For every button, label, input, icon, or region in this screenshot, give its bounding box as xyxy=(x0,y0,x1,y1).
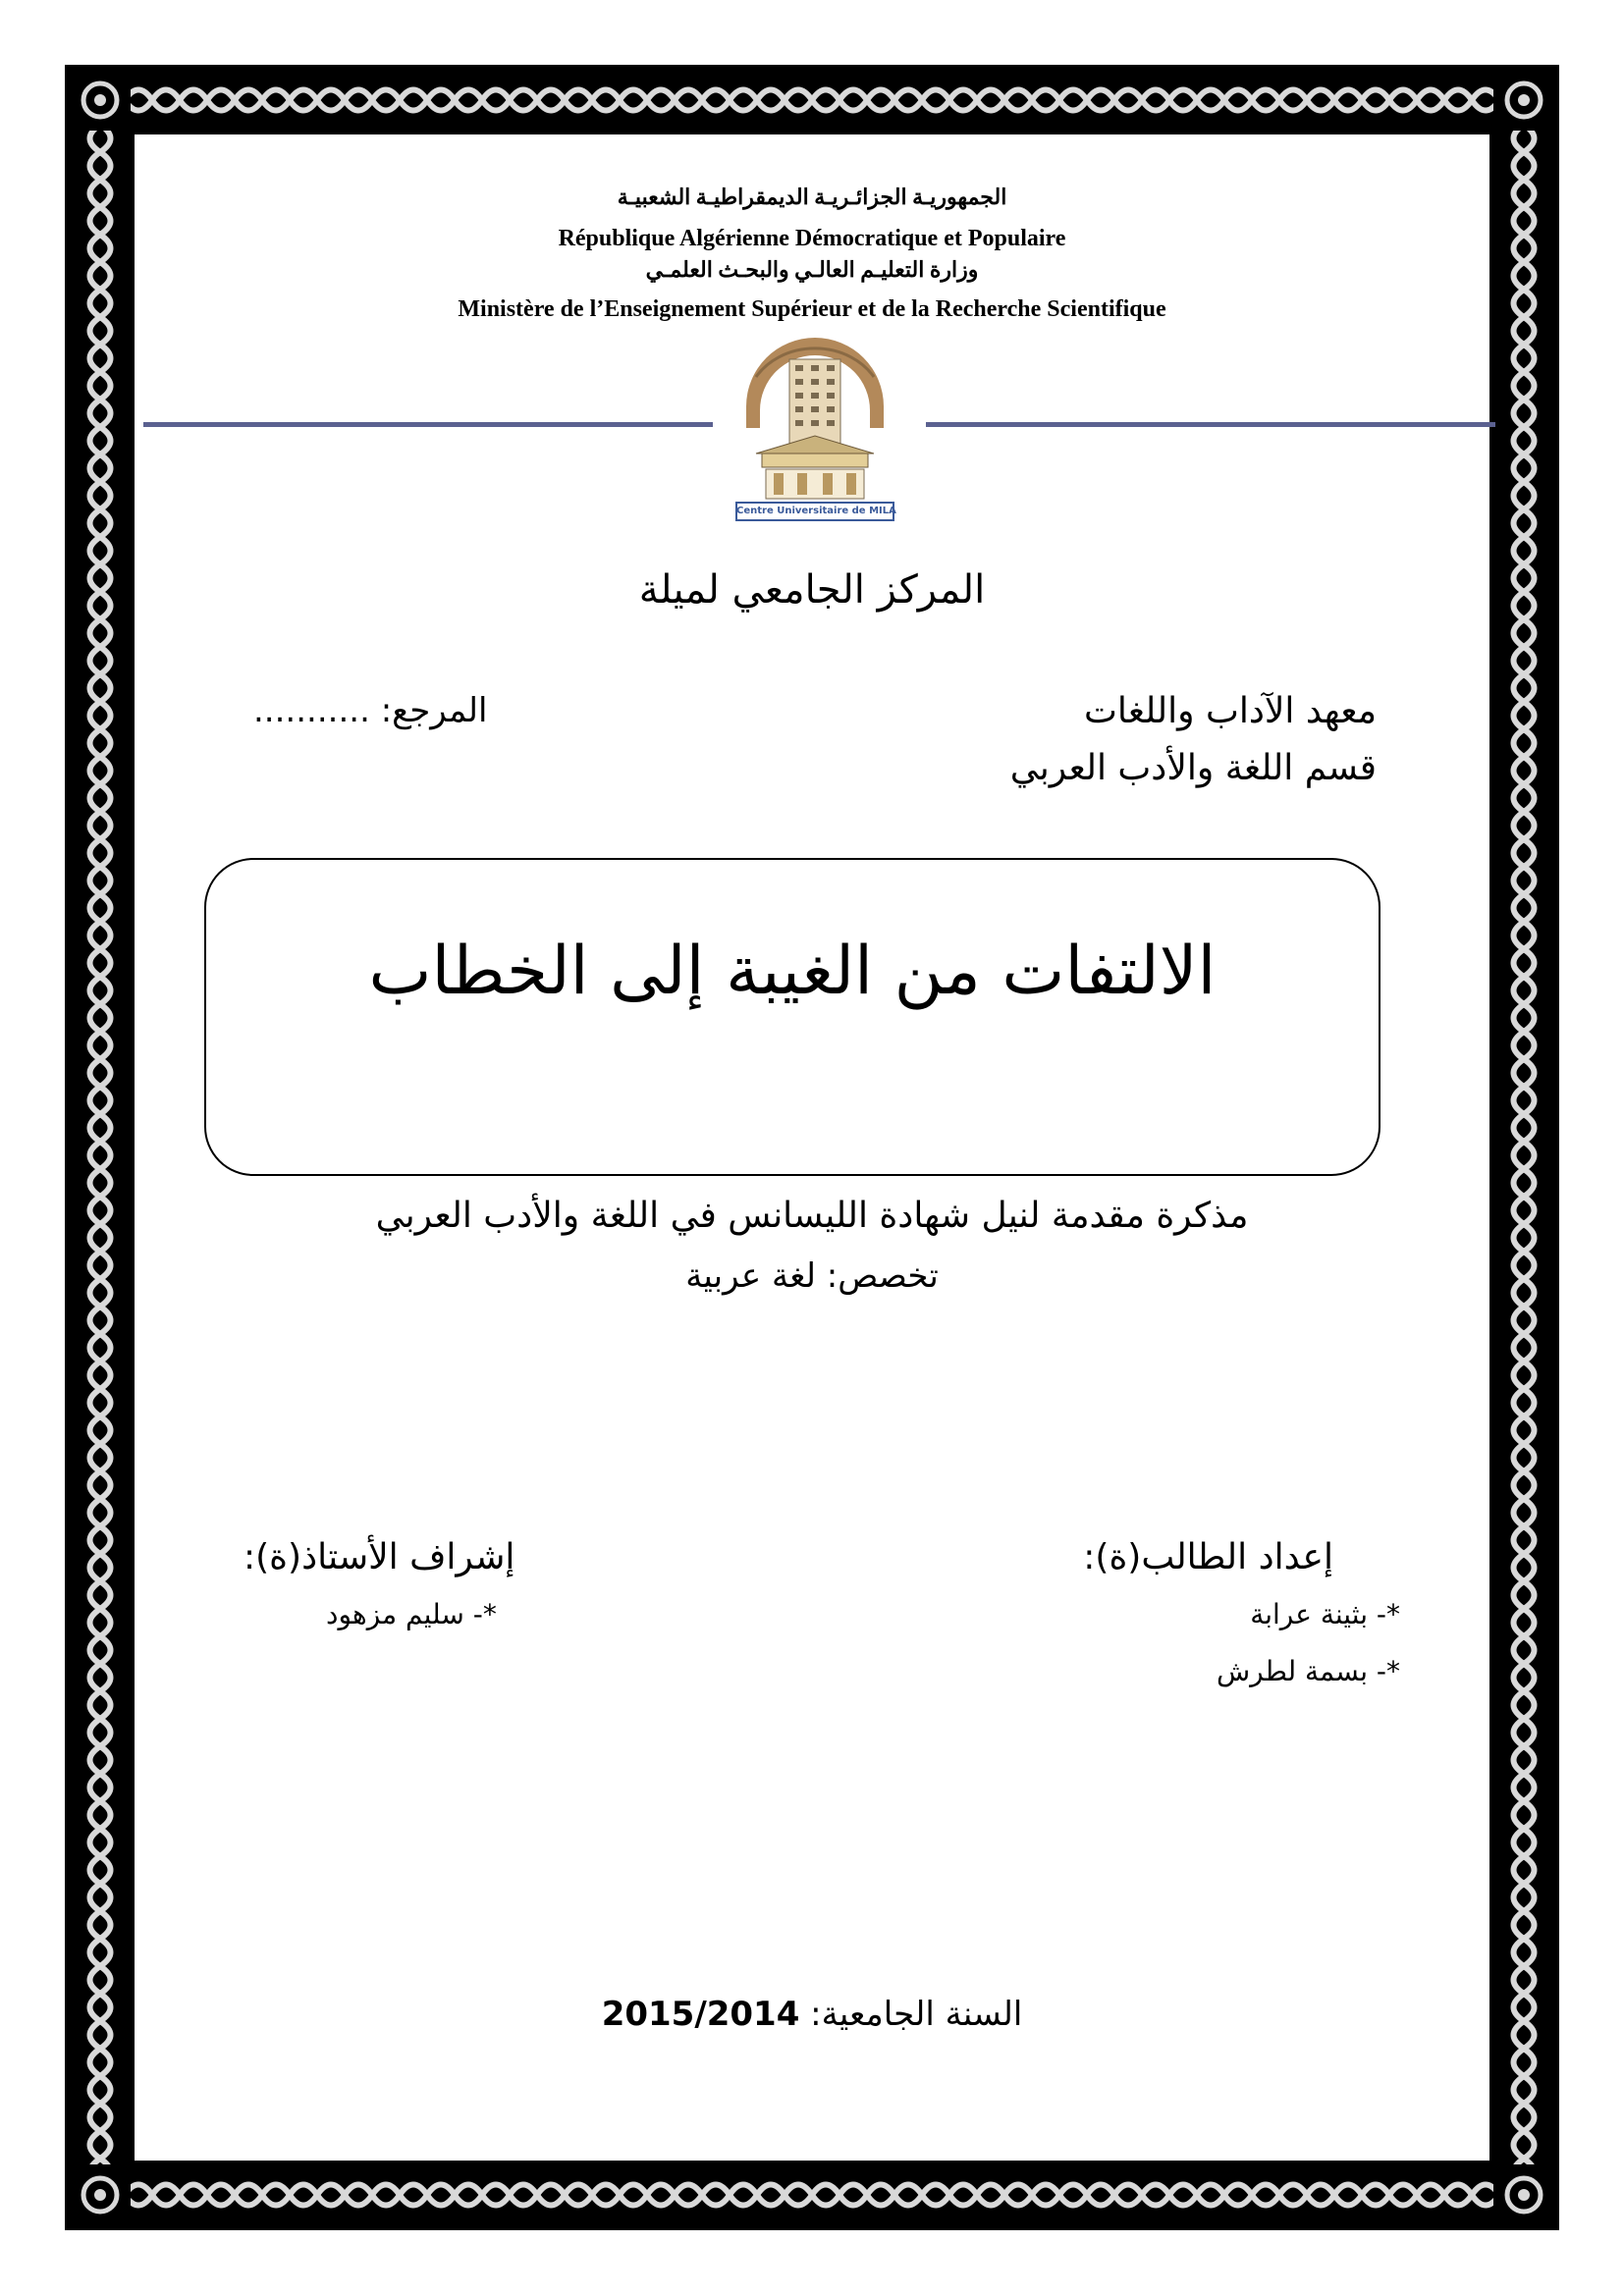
university-center-name: المركز الجامعي لميلة xyxy=(638,567,986,613)
student-name: *- بثينة عرابة xyxy=(1250,1598,1400,1630)
republic-name-french: République Algérienne Démocratique et Populaire xyxy=(558,226,1066,251)
academic-year-label: السنة الجامعية: xyxy=(799,1995,1023,2034)
border-band-bottom xyxy=(70,2164,1554,2225)
border-band-left xyxy=(70,70,131,2225)
title-box xyxy=(204,858,1380,1176)
ministry-name-french: Ministère de l’Enseignement Supérieur et de la Recherche Scientifique xyxy=(458,296,1166,322)
header-rule-left xyxy=(143,422,713,427)
academic-year-value: 2015/2014 xyxy=(601,1995,800,2034)
department-name: قسم اللغة والأدب العربي xyxy=(1009,748,1377,788)
corner-ring-icon xyxy=(1493,2164,1554,2225)
institute-name: معهد الآداب واللغات xyxy=(1084,691,1377,731)
corner-ring-icon xyxy=(70,2164,131,2225)
prepared-by-label: إعداد الطالب(ة): xyxy=(1083,1537,1333,1577)
thesis-title: الالتفات من الغيبة إلى الخطاب xyxy=(368,933,1217,1010)
university-logo xyxy=(727,338,903,524)
border-band-right xyxy=(1493,70,1554,2225)
specialization: تخصص: لغة عربية xyxy=(685,1256,939,1296)
supervisor-name: *- سليم مزهود xyxy=(326,1598,497,1630)
ministry-name-arabic: وزارة التعليـم العالـي والبحـث العلمـي xyxy=(645,257,979,282)
republic-name-arabic: الجمهوريـة الجزائـريـة الديمقراطيـة الشعبيـة xyxy=(617,185,1007,209)
header-rule-right xyxy=(926,422,1495,427)
corner-ring-icon xyxy=(1493,70,1554,131)
corner-ring-icon xyxy=(70,70,131,131)
memo-description: مذكرة مقدمة لنيل شهادة الليسانس في اللغة والأدب العربي xyxy=(375,1196,1249,1236)
reference-field: المرجع: ........... xyxy=(253,691,488,730)
academic-year xyxy=(0,1995,1624,2034)
student-name: *- بسمة لطرش xyxy=(1216,1655,1400,1687)
supervised-by-label: إشراف الأستاذ(ة): xyxy=(244,1537,515,1577)
border-band-top xyxy=(70,70,1554,131)
university-building-emblem-icon xyxy=(727,338,903,524)
logo-caption: Centre Universitaire de MILA xyxy=(736,506,896,516)
